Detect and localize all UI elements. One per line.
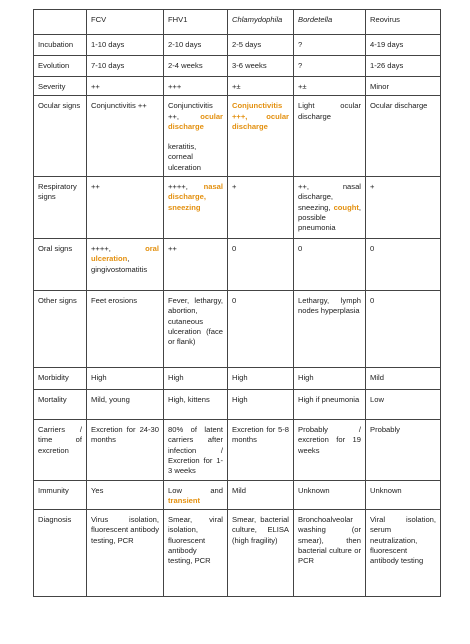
table-cell: Bronchoalveolar washing (or smear), then bacterial culture or PCR xyxy=(294,510,366,597)
cell-text: ++++, xyxy=(168,182,204,192)
cell-text: Ocular discharge xyxy=(370,101,428,111)
table-row xyxy=(34,239,441,291)
cell-text: Conjunctivitis ++ xyxy=(91,101,147,111)
cell-paragraph xyxy=(298,486,361,496)
table-cell xyxy=(228,239,294,291)
comparison-table xyxy=(33,9,441,597)
cell-paragraph xyxy=(232,486,289,496)
row-header-severity: Severity xyxy=(34,77,87,96)
cell-paragraph xyxy=(298,244,361,254)
table-cell: 3-6 weeks xyxy=(228,56,294,77)
table-cell: 1-10 days xyxy=(87,35,164,56)
highlighted-text: oral ulceration xyxy=(91,244,159,264)
row-header-respiratory-signs: Respiratory signs xyxy=(34,177,87,239)
table-cell: Mild xyxy=(366,368,441,390)
table-row xyxy=(34,35,441,56)
table-cell: High xyxy=(87,368,164,390)
cell-paragraph xyxy=(168,101,223,132)
cell-text: ++, nasal discharge, sneezing, xyxy=(298,182,361,212)
table-cell: High, kittens xyxy=(164,390,228,420)
cell-paragraph xyxy=(370,182,436,192)
table-cell xyxy=(164,96,228,177)
table-row xyxy=(34,56,441,77)
cell-text: , possible pneumonia xyxy=(298,202,361,233)
table-cell: ? xyxy=(294,35,366,56)
table-cell xyxy=(164,239,228,291)
cell-paragraph xyxy=(370,101,436,111)
table-cell xyxy=(294,480,366,510)
row-header-morbidity: Morbidity xyxy=(34,368,87,390)
cell-text: Unknown xyxy=(298,485,330,495)
table-cell xyxy=(366,480,441,510)
row-header-immunity: Immunity xyxy=(34,480,87,510)
highlighted-text: nasal discharge, sneezing xyxy=(168,182,223,212)
table-cell: High xyxy=(228,390,294,420)
table-cell: Low xyxy=(366,390,441,420)
cell-text: ++ xyxy=(168,244,177,254)
table-cell: High xyxy=(228,368,294,390)
cell-paragraph xyxy=(91,486,159,496)
table-cell: 7-10 days xyxy=(87,56,164,77)
cell-paragraph xyxy=(232,101,289,132)
table-row xyxy=(34,510,441,597)
table-cell: 2-10 days xyxy=(164,35,228,56)
cell-paragraph xyxy=(91,101,159,111)
table-cell xyxy=(87,480,164,510)
highlighted-text: ocular discharge xyxy=(168,111,223,131)
table-cell xyxy=(228,96,294,177)
cell-paragraph xyxy=(168,182,223,213)
cell-paragraph xyxy=(91,182,159,192)
table-cell: 0 xyxy=(366,291,441,368)
table-cell: Probably xyxy=(366,420,441,480)
cell-text: Conjunctivitis ++, xyxy=(168,101,213,121)
table-row xyxy=(34,291,441,368)
table-cell xyxy=(294,239,366,291)
table-cell: Fever, lethargy, abortion, cutaneous ulceration (face or flank) xyxy=(164,291,228,368)
table-cell: Probably / excretion for 19 weeks xyxy=(294,420,366,480)
table-cell xyxy=(366,96,441,177)
column-header-reovirus: Reovirus xyxy=(366,10,441,35)
row-header-evolution: Evolution xyxy=(34,56,87,77)
table-cell xyxy=(228,480,294,510)
table-cell xyxy=(366,177,441,239)
table-cell: Smear, bacterial culture, ELISA (high fragility) xyxy=(228,510,294,597)
table-row xyxy=(34,368,441,390)
table-cell: Mild, young xyxy=(87,390,164,420)
table-cell: Viral isolation, serum neutralization, fluorescent antibody testing xyxy=(366,510,441,597)
table-row xyxy=(34,480,441,510)
cell-text: Low and xyxy=(168,485,223,495)
cell-text: Mild xyxy=(232,485,246,495)
cell-paragraph xyxy=(370,244,436,254)
table-cell: +++ xyxy=(164,77,228,96)
table-cell: 2-4 weeks xyxy=(164,56,228,77)
cell-text: , gingivostomatitis xyxy=(91,254,148,274)
table-cell: ++ xyxy=(87,77,164,96)
table-cell: 2-5 days xyxy=(228,35,294,56)
column-header-bordetella: Bordetella xyxy=(294,10,366,35)
row-header-ocular-signs: Ocular signs xyxy=(34,96,87,177)
table-cell: Virus isolation, fluorescent antibody testing, PCR xyxy=(87,510,164,597)
highlighted-text: transient xyxy=(168,495,201,505)
table-cell: 80% of latent carriers after infection / Excretion for 1-3 weeks xyxy=(164,420,228,480)
cell-paragraph xyxy=(232,182,289,192)
table-cell: 0 xyxy=(228,291,294,368)
table-cell: Lethargy, lymph nodes hyperplasia xyxy=(294,291,366,368)
table-cell: ? xyxy=(294,56,366,77)
cell-paragraph xyxy=(298,101,361,122)
cell-text: 0 xyxy=(298,244,303,254)
cell-text: Light ocular discharge xyxy=(298,101,361,121)
cell-text: Yes xyxy=(91,485,104,495)
highlighted-text: Conjunctivitis +++, ocular discharge xyxy=(232,101,289,131)
cell-text: Unknown xyxy=(370,485,402,495)
cell-paragraph xyxy=(91,244,159,275)
table-cell xyxy=(228,177,294,239)
cell-paragraph xyxy=(370,486,436,496)
table-row xyxy=(34,390,441,420)
table-row xyxy=(34,420,441,480)
cell-paragraph xyxy=(232,244,289,254)
row-header-mortality: Mortality xyxy=(34,390,87,420)
table-row xyxy=(34,77,441,96)
table-cell: +± xyxy=(228,77,294,96)
table-cell: +± xyxy=(294,77,366,96)
highlighted-text: cought xyxy=(333,202,359,212)
table-cell: 4-19 days xyxy=(366,35,441,56)
header-corner xyxy=(34,10,87,35)
cell-text: ++ xyxy=(91,182,100,192)
table-cell: Excretion for 24-30 months xyxy=(87,420,164,480)
row-header-incubation: Incubation xyxy=(34,35,87,56)
cell-text: + xyxy=(232,182,237,192)
table-cell xyxy=(87,96,164,177)
table-cell xyxy=(366,239,441,291)
column-header-fhv1: FHV1 xyxy=(164,10,228,35)
table-cell: High if pneumonia xyxy=(294,390,366,420)
cell-paragraph xyxy=(168,244,223,254)
table-cell: Minor xyxy=(366,77,441,96)
cell-text: + xyxy=(370,182,375,192)
cell-paragraph: keratitis, corneal ulceration xyxy=(168,142,201,172)
cell-text: ++++, xyxy=(91,244,146,254)
column-header-fcv: FCV xyxy=(87,10,164,35)
table-cell: High xyxy=(164,368,228,390)
table-row xyxy=(34,96,441,177)
table-cell xyxy=(164,480,228,510)
table-cell: Feet erosions xyxy=(87,291,164,368)
row-header-diagnosis: Diagnosis xyxy=(34,510,87,597)
table-cell xyxy=(87,177,164,239)
cell-text: 0 xyxy=(370,244,375,254)
column-header-chlamydophila: Chlamydophila xyxy=(228,10,294,35)
row-header-other-signs: Other signs xyxy=(34,291,87,368)
table-cell: High xyxy=(294,368,366,390)
row-header-carriers-time-of-excretion: Carriers / time of excretion xyxy=(34,420,87,480)
table-cell: Excretion for 5-8 months xyxy=(228,420,294,480)
cell-text: 0 xyxy=(232,244,237,254)
row-header-oral-signs: Oral signs xyxy=(34,239,87,291)
table-cell: Smear, viral isolation, fluorescent antibody testing, PCR xyxy=(164,510,228,597)
table-row xyxy=(34,177,441,239)
table-cell xyxy=(294,96,366,177)
cell-paragraph xyxy=(298,182,361,233)
cell-paragraph xyxy=(168,486,223,507)
table-cell xyxy=(164,177,228,239)
table-cell xyxy=(294,177,366,239)
table-cell xyxy=(87,239,164,291)
header-row xyxy=(34,10,441,35)
table-cell: 1-26 days xyxy=(366,56,441,77)
